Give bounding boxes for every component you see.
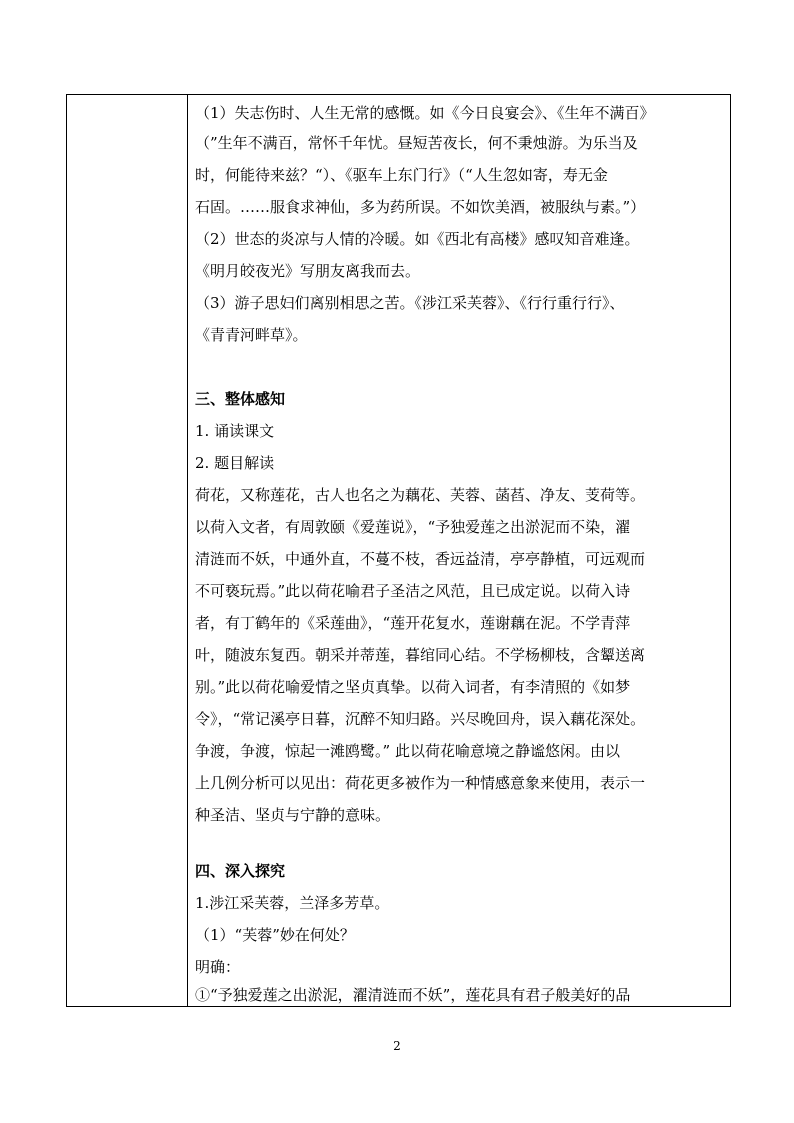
s3-para-line8: 令》，“常记溪亭日暮，沉醉不知归路。兴尽晚回舟，误入藕花深处。 — [195, 710, 646, 728]
s3-para-line3: 清涟而不妖，中通外直，不蔓不枝，香远益清，亭亭静植，可远观而 — [195, 550, 646, 568]
s3-para-line10: 上几例分析可以见出：荷花更多被作为一种情感意象来使用，表示一 — [195, 774, 646, 792]
s1-item1-line2: （”生年不满百，常怀千年忧。昼短苦夜长，何不秉烛游。为乐当及 — [195, 134, 638, 152]
s1-item3-line2: 《青青河畔草》。 — [195, 326, 308, 344]
s3-para-line11: 种圣洁、坚贞与宁静的意味。 — [195, 806, 391, 824]
page-number: 2 — [393, 1039, 401, 1053]
section4-answer-label: 明确： — [195, 958, 241, 976]
s1-item1-line4: 石固。……服食求神仙，多为药所误。不如饮美酒，被服纨与素。”） — [195, 198, 646, 216]
section4-answer1: ①“予独爱莲之出淤泥，濯清涟而不妖”，莲花具有君子般美好的品 — [195, 986, 631, 1004]
s3-para-line2: 以荷入文者，有周敦颐《爱莲说》，“予独爱莲之出淤泥而不染，濯 — [195, 518, 631, 536]
section4-sub1: 1.涉江采芙蓉，兰泽多芳草。 — [195, 894, 390, 912]
s3-para-line9: 争渡，争渡，惊起一滩鸥鹭。” 此以荷花喻意境之静谧悠闲。由以 — [195, 742, 620, 760]
s1-item2-line2: 《明月皎夜光》写朋友离我而去。 — [195, 262, 421, 280]
lesson-table — [66, 94, 731, 1007]
section3-sub1: 1. 诵读课文 — [195, 422, 275, 440]
s1-item1-line3: 时，何能待来兹？“）、《驱车上东门行》（“人生忽如寄，寿无金 — [195, 166, 608, 184]
s3-para-line6: 叶，随波东复西。朝采并蒂莲，暮绾同心结。不学杨柳枝，含颦送离 — [195, 646, 646, 664]
s3-para-line5: 者，有丁鹤年的《采莲曲》，“莲开花复水，莲谢藕在泥。不学青萍 — [195, 614, 631, 632]
s3-para-line1: 荷花，又称莲花，古人也名之为藕花、芙蓉、菡萏、净友、芰荷等。 — [195, 486, 646, 504]
s3-para-line7: 别。”此以荷花喻爱情之坚贞真挚。以荷入词者，有李清照的《如梦 — [195, 678, 631, 696]
section3-sub2: 2. 题目解读 — [195, 454, 275, 472]
s1-item3-line1: （3）游子思妇们离别相思之苦。《涉江采芙蓉》、《行行重行行》、 — [195, 294, 625, 312]
s1-item1-line1: （1）失志伤时、人生无常的感慨。如《今日良宴会》、《生年不满百》 — [195, 104, 655, 122]
s3-para-line4: 不可亵玩焉。”此以荷花喻君子圣洁之风范，且已成定说。以荷入诗 — [195, 582, 631, 600]
table-left-column — [67, 95, 188, 1006]
s1-item2-line1: （2）世态的炎凉与人情的冷暖。如《西北有高楼》感叹知音难逢。 — [195, 230, 640, 248]
section4-heading: 四、深入探究 — [195, 862, 286, 880]
section4-q1: （1）“芙蓉”妙在何处？ — [195, 926, 355, 944]
section3-heading: 三、整体感知 — [195, 390, 286, 408]
